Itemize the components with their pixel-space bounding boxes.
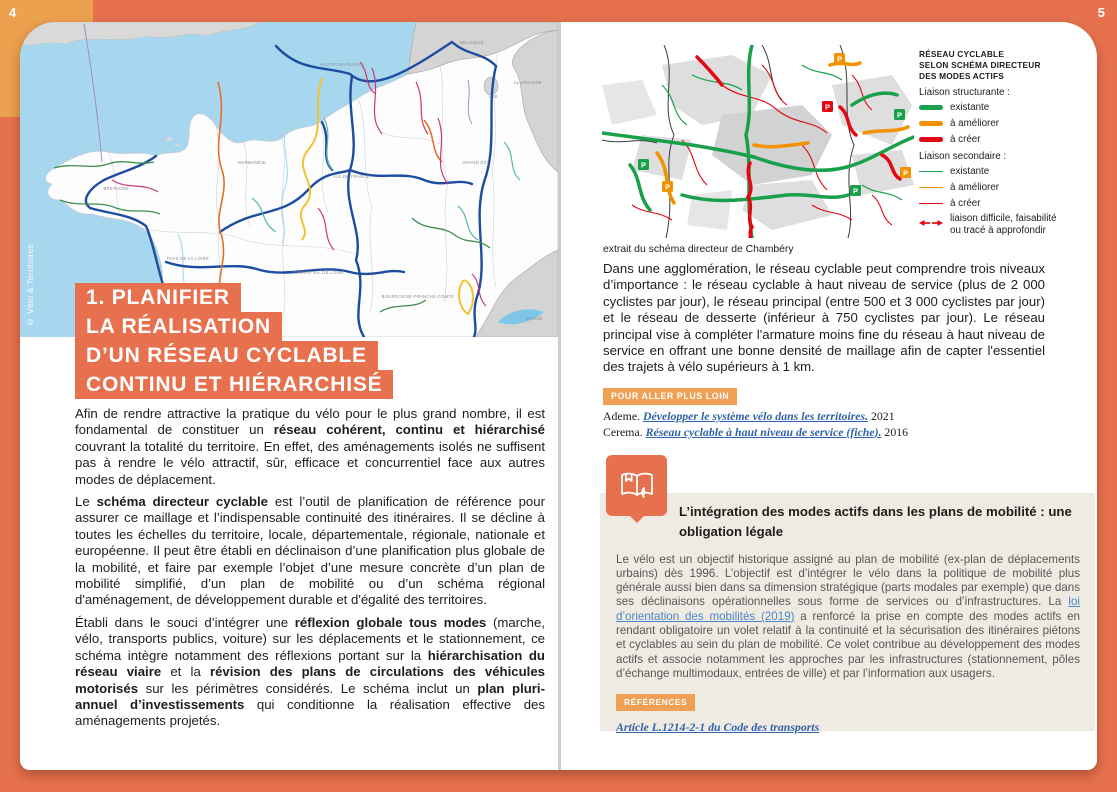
chapter-title-line: 1. PLANIFIER	[75, 283, 241, 312]
chambery-schema-map	[602, 45, 914, 238]
references-badge: RÉFÉRENCES	[616, 694, 695, 711]
paragraph: Afin de rendre attractive la pratique du vélo pour le plus grand nombre, il est fondamental de constituer un réseau cohérent, continu et hiérarchisé couvrant la totalité du territoire. En effet, des aménagements isolés ne suffisent pas à rendre le vélo attractif, sûr, efficace et concurrentiel face aux autres modes de déplacement.	[75, 406, 545, 487]
parking-marker-label: P	[664, 182, 671, 192]
legend-item: à créer	[919, 134, 1095, 146]
info-box-body: Le vélo est un objectif historique assigné au plan de mobilité (ex-plan de déplacements urbains) dès 1996. L’objectif est d’intégrer le vélo dans la politique de mobilité plus générale aussi bien dans sa dimension stratégique (parts modales par exemple) que dans ses déclinaisons opérationnelles sous forme de services ou d’infrastructures. La loi d’orientation des mobilités (2019) a renforcé la prise en compte des modes actifs en rendant obligatoire un volet relatif à la continuité et la sécurisation des itinéraires piétons et cyclables au sein du plan de mobilité. Ce volet contribue au développement des modes actifs et associe notamment les approches par les infrastructures (stationnement, pôles d’échange multimodaux, entrées de ville) et par l’information aux usagers.	[616, 552, 1080, 680]
chapter-title-line: D’UN RÉSEAU CYCLABLE	[75, 341, 378, 370]
thick-green-line-swatch	[919, 105, 943, 110]
map-region-label: SUISSE	[525, 316, 543, 321]
parking-marker-label: P	[852, 186, 859, 196]
thin-red-line-swatch	[919, 203, 943, 205]
paragraph: Le schéma directeur cyclable est l’outil de planification de référence pour assurer ce maillage et l’indispensable continuité des itinéraires. Il se décline à toutes les échelles du territoire, locale, départementale, régionale, nationale et européenne. Il peut être établi en déclinaison d’une planification plus globale de la mobilité, et faire par exemple l’objet d’une mesure concrète d’un plan de mobilité simplifié, d’un plan de mobilité ou d’un schéma régional d'aménagement, de développement durable et d'égalité des territoires.	[75, 494, 545, 608]
page-spread	[20, 22, 1097, 770]
paragraph: Dans une agglomération, le réseau cyclable peut comprendre trois niveaux d’importance : le réseau cyclable à haut niveau de service (plus de 2 000 cyclistes par jour), le réseau principal (entre 500 et 3 000 cyclistes par jour) et le réseau de desserte (inférieur à 750 cyclistes par jour). Le réseau principal vise à compléter l'armature moins fine du réseau à haut niveau de service en offrant une bonne densité de maillage afin de capter l'essentiel des trajets à vélo supérieurs à 1 km.	[603, 261, 1045, 375]
legend-item: existante	[919, 102, 1095, 114]
chapter-title-line: LA RÉALISATION	[75, 312, 282, 341]
page-left	[20, 22, 558, 770]
legend-item: à améliorer	[919, 118, 1095, 130]
chapter-title	[75, 283, 393, 399]
map-region-label: ÎLE-DE-FRANCE	[333, 174, 371, 179]
map-region-label: BRETAGNE	[103, 186, 129, 191]
parking-marker-label: P	[902, 168, 909, 178]
double-arrow-icon	[919, 214, 943, 224]
legend-group-secondary: Liaison secondaire :	[919, 150, 1007, 162]
legend-title: RÉSEAU CYCLABLE SELON SCHÉMA DIRECTEUR DES MODES ACTIFS	[919, 49, 1041, 81]
reference-line[interactable]: Cerema. Réseau cyclable à haut niveau de service (fiche). 2016	[603, 424, 909, 439]
further-reading-list	[603, 409, 908, 440]
right-body-text	[603, 261, 1045, 376]
legend-item: existante	[919, 166, 1095, 178]
map-region-label: LUX.	[488, 94, 500, 99]
open-book-icon	[606, 455, 667, 516]
page-number-left: 4	[9, 5, 17, 20]
parking-marker-label: P	[824, 102, 831, 112]
paragraph: Établi dans le souci d’intégrer une réflexion globale tous modes (marche, vélo, transports publics, voiture) sur les déplacements et le stationnement, ce schéma intègre notamment des réflexions portant sur la hiérarchisation du réseau viaire et la révision des plans de circulations des véhicules motorisés sur les périmètres considérés. Le schéma inclut un plan pluri-annuel d’investissements qui conditionne la réalisation effective des aménagements projetés.	[75, 614, 546, 729]
map-region-label: BELGIQUE	[460, 40, 484, 45]
further-reading-badge: POUR ALLER PLUS LOIN	[603, 388, 737, 405]
map-region-label: GRAND EST	[462, 160, 490, 165]
map-region-label: ALLEMAGNE	[513, 80, 543, 85]
article-reference-link[interactable]: Article L.1214-2-1 du Code des transports	[616, 720, 820, 735]
parking-marker-label: P	[896, 110, 903, 120]
legend-item: à créer	[919, 198, 1095, 210]
legal-obligation-info-box	[600, 493, 1095, 735]
map-region-label: HAUTS-DE-FRANCE	[319, 62, 365, 67]
thin-green-line-swatch	[919, 171, 943, 173]
legend-item: à améliorer	[919, 182, 1095, 194]
map-legend	[919, 49, 1095, 241]
legend-item: liaison difficile, faisabilité ou tracé à approfondir	[919, 213, 1095, 237]
reference-line[interactable]: Ademe. Développer le système vélo dans les territoires. 2021	[603, 409, 895, 423]
left-body-text	[75, 406, 545, 736]
thick-red-line-swatch	[919, 137, 943, 142]
thick-orange-line-swatch	[919, 121, 943, 126]
map-region-label: NORMANDIE	[237, 160, 267, 165]
page-right	[561, 22, 1097, 770]
parking-marker-label: P	[640, 160, 647, 170]
map-region-label: PAYS DE LA LOIRE	[166, 256, 210, 261]
chapter-title-line: CONTINU ET HIÉRARCHISÉ	[75, 370, 393, 399]
parking-marker-label: P	[836, 54, 843, 64]
map-region-label: BOURGOGNE-FRANCHE-COMTÉ	[381, 294, 455, 299]
map-credit: © Vélo & Territoires	[25, 244, 35, 327]
map-caption: extrait du schéma directeur de Chambéry	[603, 244, 794, 255]
legend-group-structuring: Liaison structurante :	[919, 86, 1010, 98]
thin-orange-line-swatch	[919, 187, 943, 189]
page-number-right: 5	[1097, 5, 1105, 20]
map-region-label: CENTRE-VAL DE LOIRE	[291, 270, 345, 275]
chambery-map-graphic	[602, 45, 914, 238]
info-box-title: L’intégration des modes actifs dans les plans de mobilité : une obligation légale	[679, 504, 1072, 539]
